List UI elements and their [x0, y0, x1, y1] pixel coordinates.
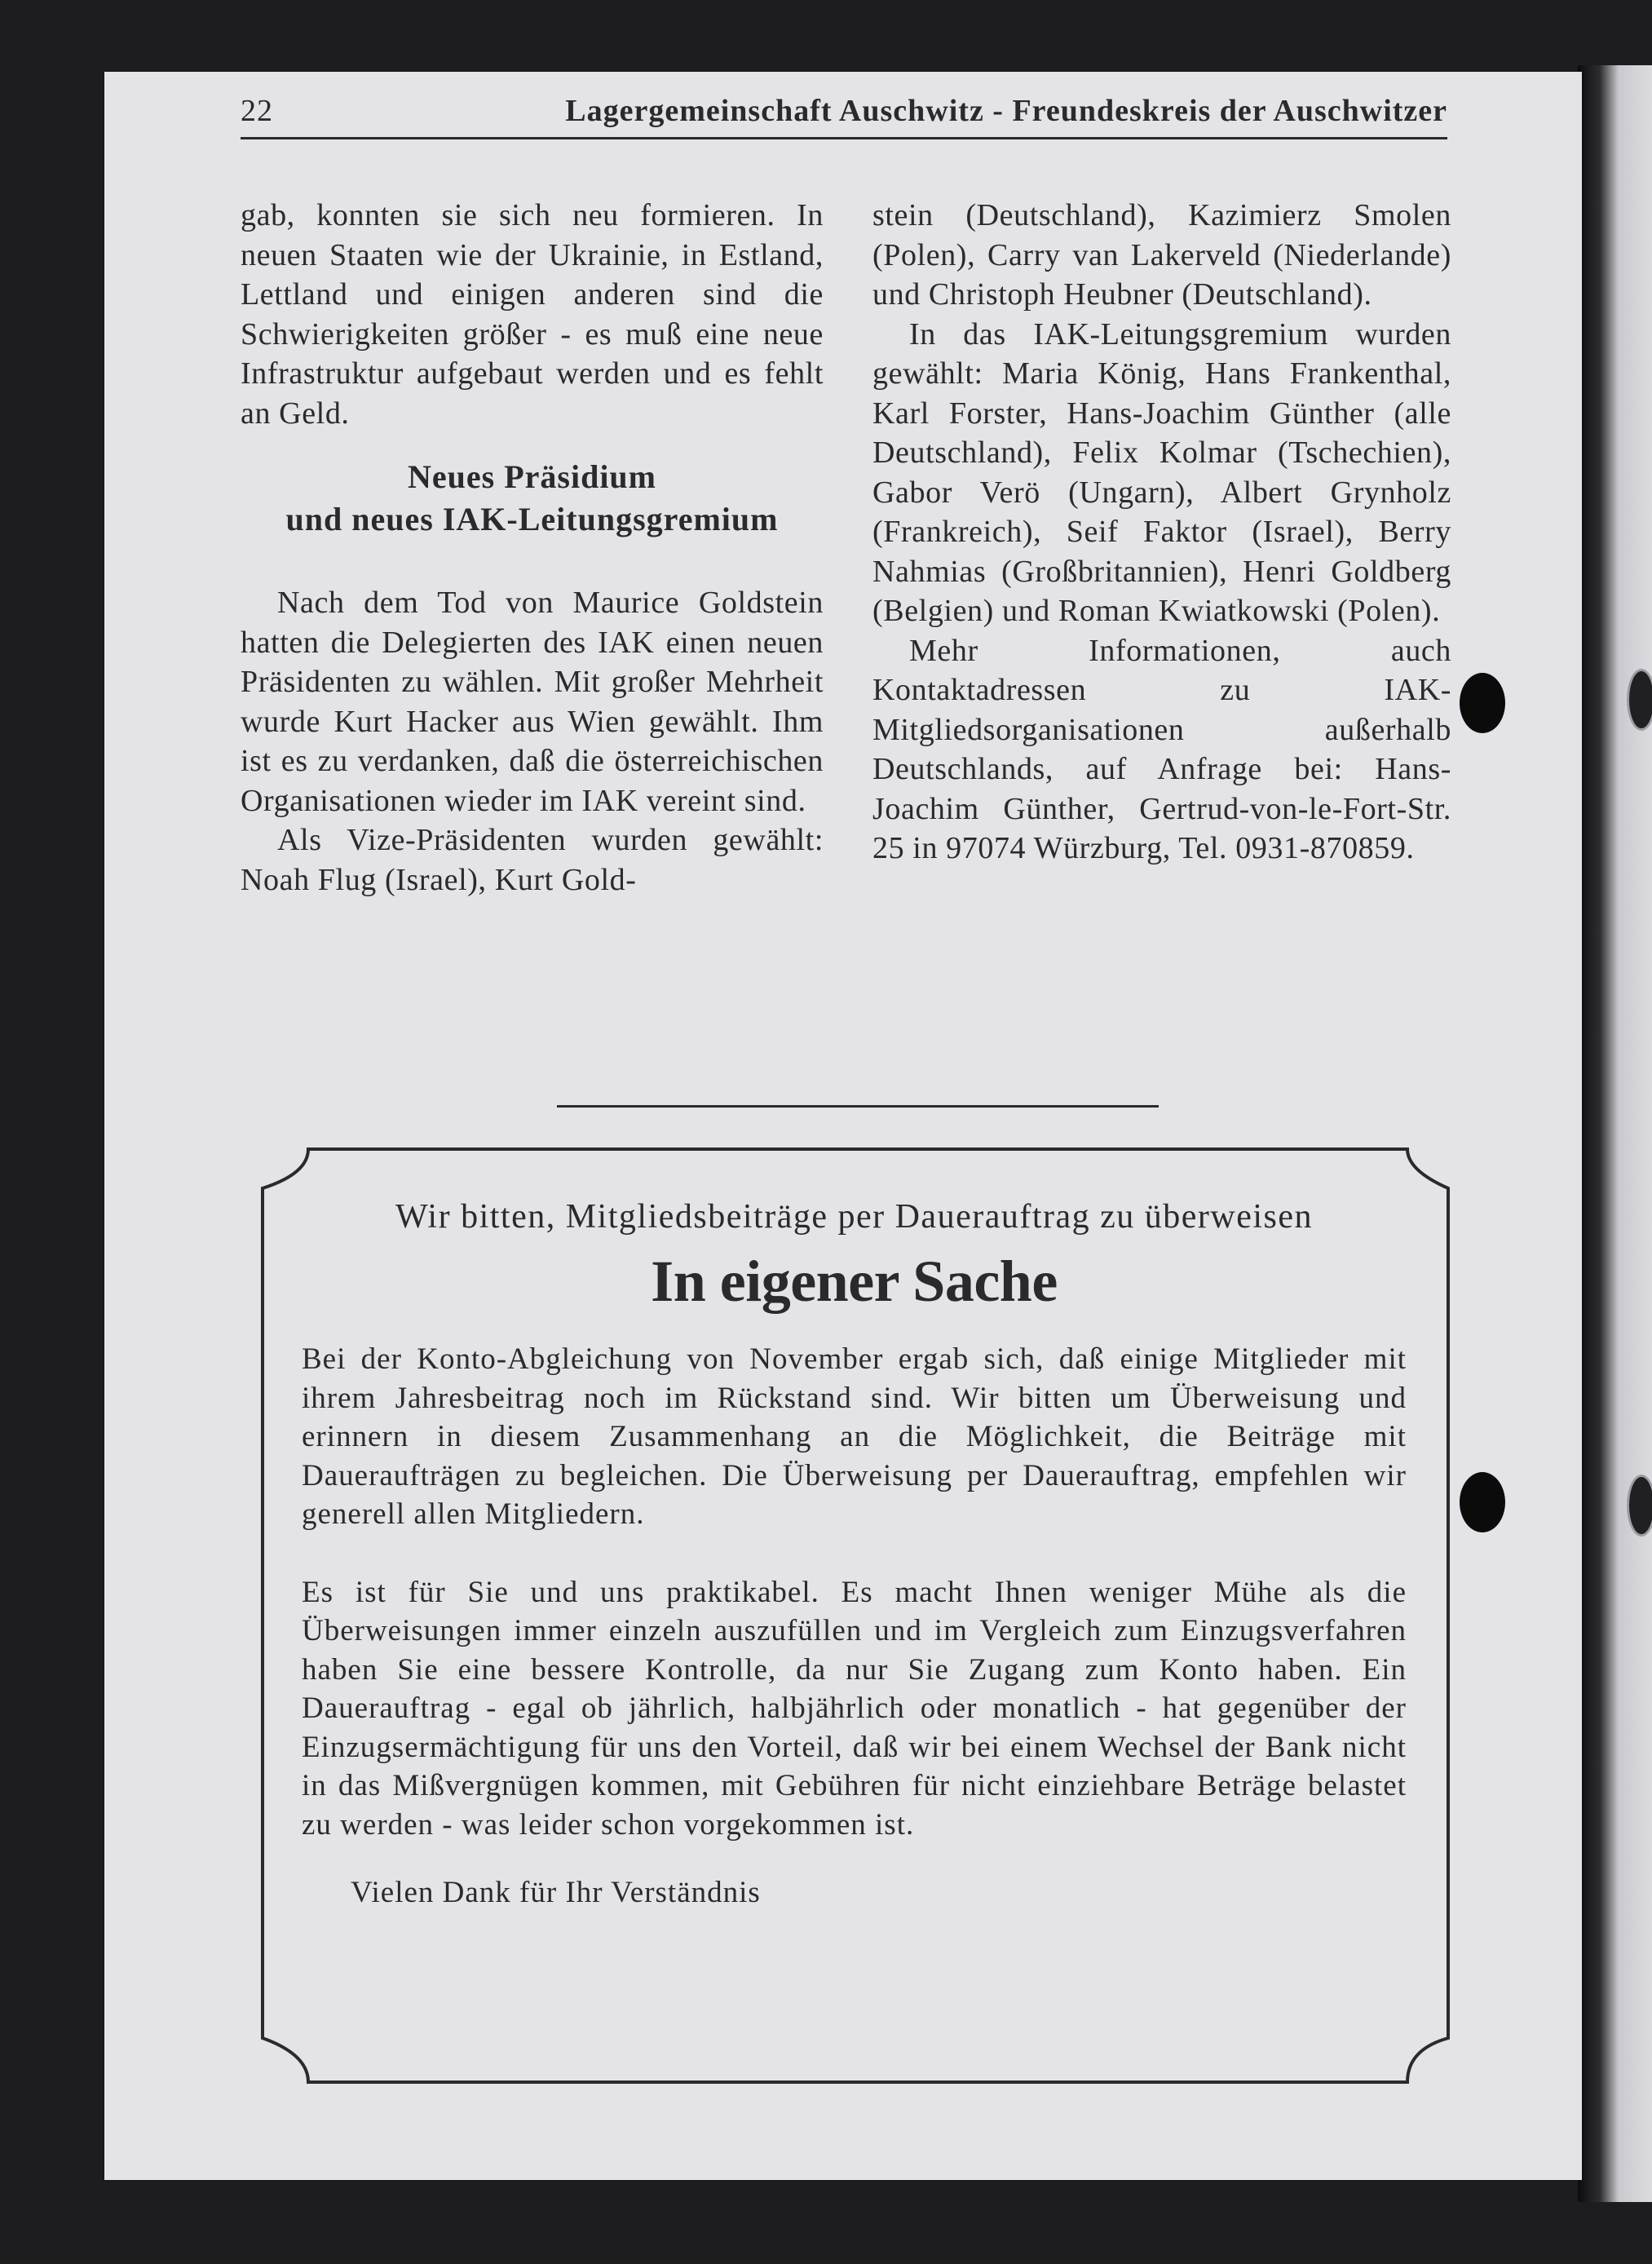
article-paragraph: Nach dem Tod von Maurice Goldstein hatten die Delegierten des IAK einen neuen Präsidenten zu wählen. Mit großer Mehrheit wurde Kurt Hacker aus Wien gewählt. Ihm ist es zu verdanken, daß die österreichischen Organisationen wieder im IAK vereint sind.: [241, 586, 824, 818]
article-paragraph: gab, konnten sie sich neu formieren. In neuen Staaten wie der Ukrainie, in Estland, Lettland und einigen anderen sind die Schwierigkeiten größer - es muß eine neue Infrastruktur aufgebaut werden und es fehlt an Geld.: [241, 198, 824, 431]
book-spine: [1578, 65, 1652, 2202]
subheading-line: und neues IAK-Leitungsgremium: [285, 501, 779, 537]
punch-hole: [1460, 1472, 1505, 1532]
notice-paragraph: Es ist für Sie und uns praktikabel. Es macht Ihnen weniger Mühe als die Überweisungen immer einzeln auszufüllen und im Vergleich zum Einzugsverfahren haben Sie eine bessere Kontrolle, da nur Sie Zugang zum Konto haben. Ein Dauerauftrag - egal ob jährlich, halbjährlich oder monatlich - hat gegenüber der Einzugsermächtigung für uns den Vorteil, daß wir bei einem Wechsel der Bank nicht in das Mißvergnügen kommen, mit Gebühren für nicht einziehbare Beträge belastet zu werden - was leider schon vorgekommen ist.: [302, 1575, 1407, 1842]
next-page-punch-hole: [1627, 1475, 1652, 1537]
article-right-column: [872, 196, 1451, 869]
punch-hole: [1460, 673, 1505, 733]
section-divider: [557, 1105, 1159, 1108]
notice-paragraph: Bei der Konto-Abgleichung von November ergab sich, daß einige Mitglieder mit ihrem Jahresbeitrag noch im Rückstand sind. Wir bitten um Überweisung und erinnern in diesem Zusammenhang an die Möglichkeit, die Beiträge mit Daueraufträgen zu begleichen. Die Überweisung per Dauerauftrag, empfehlen wir generell allen Mitgliedern.: [302, 1342, 1407, 1531]
running-title: Lagergemeinschaft Auschwitz - Freundeskreis der Auschwitzer: [565, 94, 1447, 128]
article-left-column: [241, 196, 824, 900]
page-number: 22: [241, 94, 273, 128]
article-paragraph: stein (Deutschland), Kazimierz Smolen (Polen), Carry van Lakerveld (Niederlande) und Christoph Heubner (Deutschland).: [872, 198, 1451, 312]
article-paragraph: In das IAK-Leitungsgremium wurden gewählt: Maria König, Hans Frankenthal, Karl Forster, Hans-Joachim Günther (alle Deutschland), Felix Kolmar (Tschechien), Gabor Verö (Ungarn), Albert Grynholz (Frankreich), Seif Faktor (Israel), Berry Nahmias (Großbritannien), Henri Goldberg (Belgien) und Roman Kwiatkowski (Polen).: [872, 316, 1451, 628]
notice-closing: Vielen Dank für Ihr Verständnis: [351, 1876, 761, 1909]
page-header: [241, 88, 1447, 139]
notice-kicker: Wir bitten, Mitgliedsbeiträge per Dauerauftrag zu überweisen: [395, 1198, 1314, 1236]
article-subheading: [241, 456, 824, 541]
article-paragraph: Als Vize-Präsidenten wurden gewählt: Noah Flug (Israel), Kurt Gold-: [241, 823, 824, 897]
article-paragraph: Mehr Informationen, auch Kontaktadressen zu IAK-Mitgliedsorganisationen außerhalb Deutschlands, auf Anfrage bei: Hans-Joachim Günther, Gertrud-von-le-Fort-Str. 25 in 97074 Würzburg, Tel. 0931-870859.: [872, 633, 1451, 865]
notice-title: In eigener Sache: [651, 1249, 1058, 1314]
notice-content: [302, 1197, 1407, 1910]
next-page-punch-hole: [1627, 669, 1652, 731]
subheading-line: Neues Präsidium: [408, 458, 656, 495]
